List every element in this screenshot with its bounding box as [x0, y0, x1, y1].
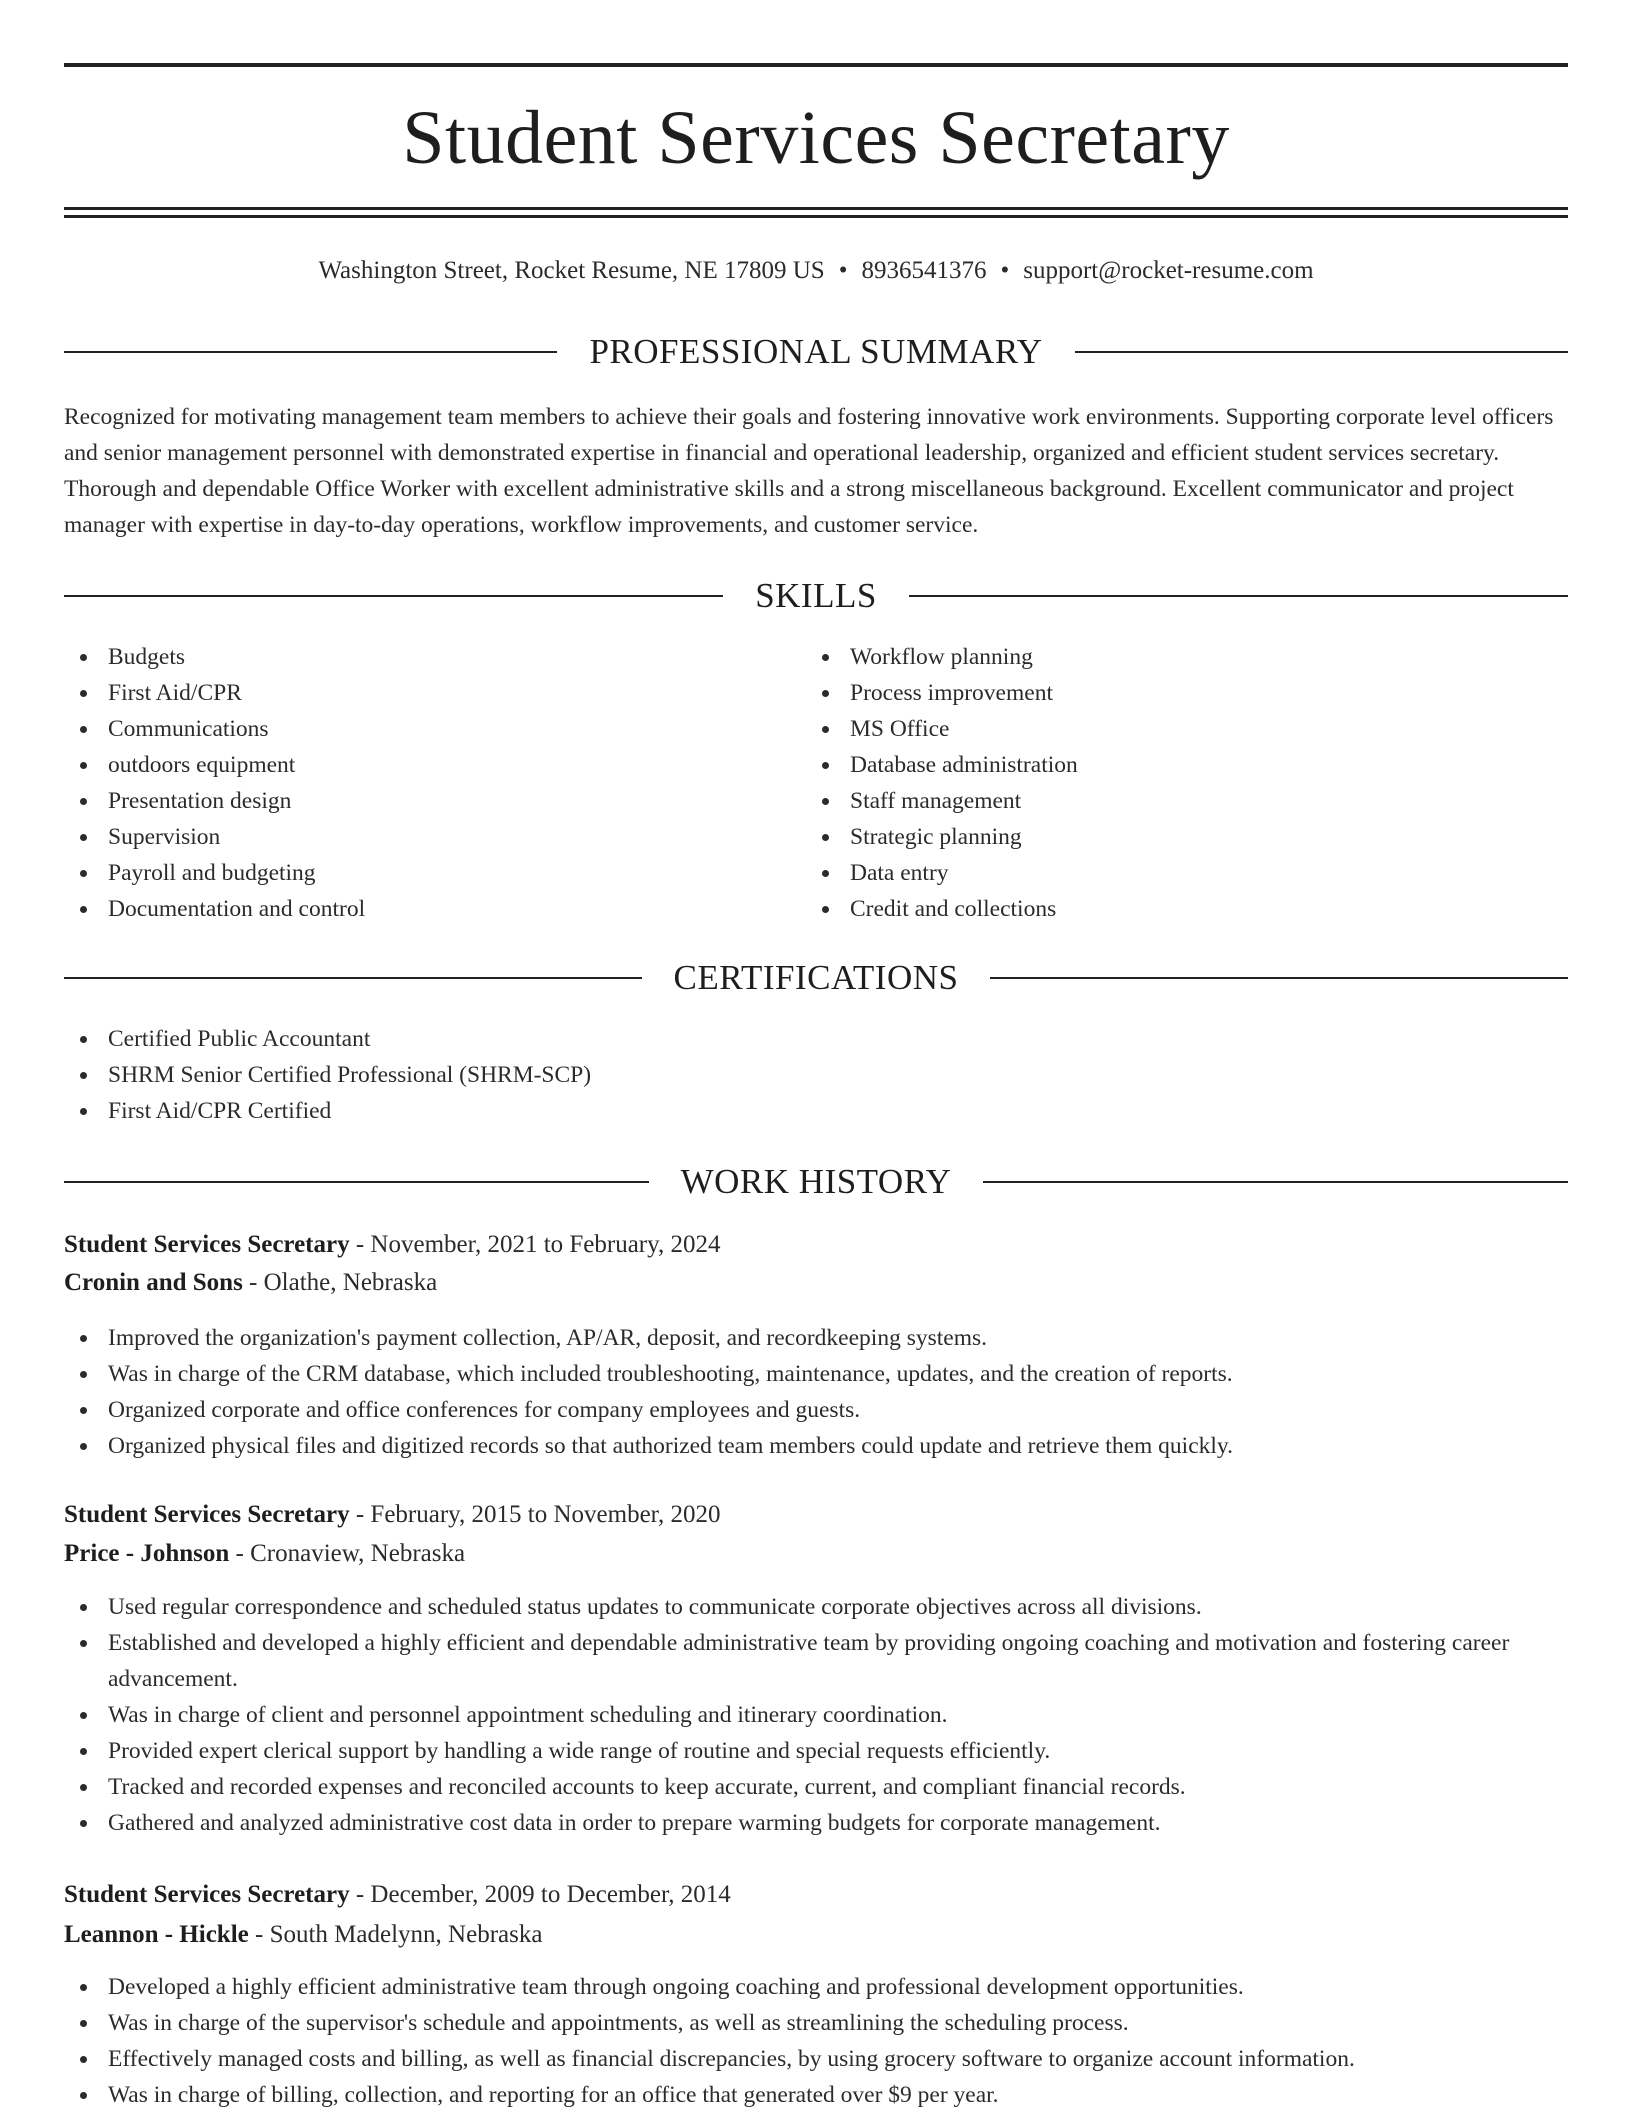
- resume-title: Student Services Secretary: [402, 96, 1230, 180]
- list-item: Payroll and budgeting: [64, 855, 804, 891]
- job-dash: -: [349, 1501, 371, 1528]
- list-item: Certified Public Accountant: [64, 1021, 1568, 1057]
- summary-text: Recognized for motivating management team members to achieve their goals and fostering innovative work environments. Supporting corporate level officers and senior management personnel with demonstrated expertise in financial and operational leadership, organized and efficient student services secretary. Thorough and dependable Office Worker with excellent administrative skills and a strong miscellaneous background. Excellent communicator and project manager with expertise in day-to-day operations, workflow improvements, and customer service.: [64, 404, 1554, 538]
- list-item: Organized corporate and office conferences for company employees and guests.: [64, 1392, 1568, 1428]
- job-location: Olathe, Nebraska: [263, 1269, 438, 1296]
- list-item: Workflow planning: [806, 639, 1566, 675]
- list-item: Was in charge of the supervisor's schedule and appointments, as well as streamlining the scheduling process.: [64, 2005, 1568, 2041]
- list-item: SHRM Senior Certified Professional (SHRM-SCP): [64, 1057, 1568, 1093]
- heading-rule: [983, 1181, 1568, 1183]
- skills-list-right: [806, 639, 1566, 927]
- job-dates: February, 2015 to November, 2020: [370, 1501, 721, 1528]
- job-title-line: [64, 1226, 1568, 1264]
- contact-phone: 8936541376: [861, 257, 987, 284]
- job-dates: December, 2009 to December, 2014: [370, 1881, 731, 1908]
- list-item: Was in charge of client and personnel appointment scheduling and itinerary coordination.: [64, 1697, 1568, 1733]
- list-item: Data entry: [806, 855, 1566, 891]
- job-dash: -: [242, 1269, 264, 1296]
- job-company-line: [64, 1916, 1568, 1954]
- section-heading-label: WORK HISTORY: [680, 1162, 952, 1201]
- heading-rule: [64, 977, 642, 979]
- job-company: Leannon - Hickle: [64, 1921, 249, 1948]
- list-item: First Aid/CPR: [64, 675, 804, 711]
- contact-separator: •: [1000, 257, 1010, 284]
- heading-rule: [64, 351, 557, 353]
- section-heading-label: SKILLS: [755, 576, 877, 615]
- heading-rule: [64, 1181, 649, 1183]
- section-heading-summary: [64, 330, 1568, 374]
- list-item: Was in charge of billing, collection, and reporting for an office that generated over $9 per year.: [64, 2077, 1568, 2113]
- job-dash: -: [229, 1540, 251, 1567]
- section-heading-skills: [64, 574, 1568, 618]
- section-heading-certifications: [64, 956, 1568, 1000]
- list-item: Tracked and recorded expenses and reconciled accounts to keep accurate, current, and compliant financial records.: [64, 1769, 1568, 1805]
- job-dash: -: [248, 1921, 270, 1948]
- list-item: Database administration: [806, 747, 1566, 783]
- job-title-line: [64, 1496, 1568, 1534]
- list-item: Gathered and analyzed administrative cost data in order to prepare warming budgets for corporate management.: [64, 1805, 1568, 1841]
- section-heading-label: PROFESSIONAL SUMMARY: [589, 332, 1043, 371]
- contact-line: [64, 254, 1568, 288]
- list-item: Provided expert clerical support by handling a wide range of routine and special requests efficiently.: [64, 1733, 1568, 1769]
- job-title: Student Services Secretary: [64, 1231, 350, 1258]
- section-heading-label: CERTIFICATIONS: [673, 958, 959, 997]
- job-bullets: [64, 1589, 1568, 1841]
- job-title-line: [64, 1876, 1568, 1914]
- job-dates: November, 2021 to February, 2024: [370, 1231, 721, 1258]
- list-item: Budgets: [64, 639, 804, 675]
- heading-rule: [909, 595, 1568, 597]
- list-item: Documentation and control: [64, 891, 804, 927]
- list-item: Credit and collections: [806, 891, 1566, 927]
- job-title: Student Services Secretary: [64, 1501, 350, 1528]
- contact-separator: •: [838, 257, 848, 284]
- list-item: Strategic planning: [806, 819, 1566, 855]
- job-dash: -: [349, 1231, 371, 1258]
- job-company-line: [64, 1535, 1568, 1573]
- contact-email: support@rocket-resume.com: [1023, 257, 1314, 284]
- job-location: South Madelynn, Nebraska: [269, 1921, 543, 1948]
- list-item: Improved the organization's payment collection, AP/AR, deposit, and recordkeeping systems.: [64, 1320, 1568, 1356]
- list-item: Effectively managed costs and billing, as well as financial discrepancies, by using grocery software to organize account information.: [64, 2041, 1568, 2077]
- job-title: Student Services Secretary: [64, 1881, 350, 1908]
- list-item: Presentation design: [64, 783, 804, 819]
- heading-rule: [990, 977, 1568, 979]
- skills-list-left: [64, 639, 804, 927]
- list-item: Process improvement: [806, 675, 1566, 711]
- job-company: Price - Johnson: [64, 1540, 230, 1567]
- heading-rule: [1075, 351, 1568, 353]
- list-item: First Aid/CPR Certified: [64, 1093, 1568, 1129]
- list-item: Developed a highly efficient administrative team through ongoing coaching and professional development opportunities.: [64, 1969, 1568, 2005]
- job-bullets: [64, 1320, 1568, 1464]
- heading-rule: [64, 595, 723, 597]
- list-item: Organized physical files and digitized records so that authorized team members could update and retrieve them quickly.: [64, 1428, 1568, 1464]
- section-heading-work-history: [64, 1160, 1568, 1204]
- job-company: Cronin and Sons: [64, 1269, 243, 1296]
- certifications-list: [64, 1021, 1568, 1129]
- job-company-line: [64, 1264, 1568, 1302]
- list-item: Communications: [64, 711, 804, 747]
- top-rule: [64, 63, 1568, 67]
- list-item: Used regular correspondence and scheduled status updates to communicate corporate objectives across all divisions.: [64, 1589, 1568, 1625]
- job-dash: -: [349, 1881, 371, 1908]
- list-item: Supervision: [64, 819, 804, 855]
- title-double-rule: [64, 207, 1568, 218]
- contact-address: Washington Street, Rocket Resume, NE 17809 US: [318, 257, 825, 284]
- list-item: Was in charge of the CRM database, which included troubleshooting, maintenance, updates, and the creation of reports.: [64, 1356, 1568, 1392]
- list-item: MS Office: [806, 711, 1566, 747]
- list-item: Staff management: [806, 783, 1566, 819]
- list-item: outdoors equipment: [64, 747, 804, 783]
- job-bullets: [64, 1969, 1568, 2113]
- list-item: Established and developed a highly efficient and dependable administrative team by providing ongoing coaching and motivation and fostering career advancement.: [64, 1625, 1568, 1697]
- job-location: Cronaview, Nebraska: [250, 1540, 466, 1567]
